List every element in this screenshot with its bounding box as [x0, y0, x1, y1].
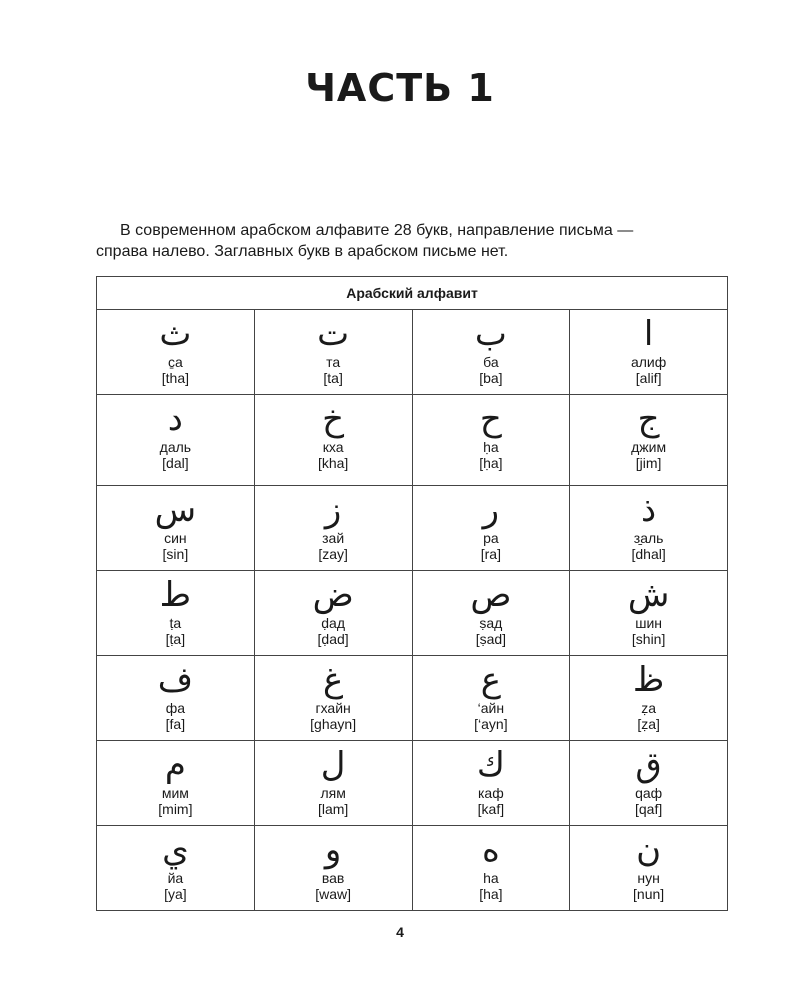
letter-transliteration: [sin] [162, 546, 189, 562]
letter-transliteration: [ḥa] [479, 455, 503, 471]
letter-cell [97, 571, 255, 656]
arabic-letter: ص [470, 575, 512, 615]
letter-name: алиф [630, 354, 667, 370]
page-number: 4 [396, 924, 404, 940]
letter-transliteration: [waw] [315, 886, 352, 902]
letter-cell [412, 486, 570, 571]
letter-name: ḍад [321, 615, 345, 631]
arabic-letter: ت [317, 314, 350, 354]
letter-transliteration: [ya] [164, 886, 187, 902]
letter-cell [254, 656, 412, 741]
table-row [97, 826, 728, 911]
intro-line-2: справа налево. Заглавных букв в арабском письме нет. [96, 243, 509, 260]
table-row [97, 741, 728, 826]
letter-name: ha [483, 870, 499, 886]
letter-transliteration: [lam] [317, 801, 349, 817]
arabic-letter: ع [480, 660, 502, 700]
letter-cell [254, 486, 412, 571]
letter-name: зай [322, 530, 345, 546]
arabic-letter: د [167, 399, 183, 439]
letter-cell [254, 310, 412, 395]
letter-cell [97, 741, 255, 826]
letter-transliteration: [shin] [631, 631, 666, 647]
arabic-letter: ض [312, 575, 354, 615]
arabic-letter: ي [162, 830, 189, 870]
letter-cell [254, 395, 412, 486]
letter-transliteration: [dal] [162, 455, 189, 471]
arabic-letter: ب [474, 314, 507, 354]
letter-name: ба [483, 354, 499, 370]
table-row [97, 571, 728, 656]
letter-cell [570, 395, 728, 486]
arabic-letter: ف [157, 660, 193, 700]
arabic-letter: س [154, 490, 197, 530]
letter-transliteration: [ba] [479, 370, 503, 386]
table-row [97, 486, 728, 571]
letter-transliteration: [qaf] [635, 801, 663, 817]
arabic-letter: ذ [641, 490, 657, 530]
letter-cell [570, 741, 728, 826]
letter-cell [570, 571, 728, 656]
letter-name: фа [165, 700, 186, 716]
letter-cell [570, 826, 728, 911]
arabic-letter: ا [643, 314, 654, 354]
letter-cell [412, 395, 570, 486]
letter-cell [97, 310, 255, 395]
letter-cell [412, 656, 570, 741]
arabic-letter: ن [636, 830, 662, 870]
letter-cell [412, 826, 570, 911]
letter-name: кха [322, 439, 344, 455]
letter-transliteration: [tha] [161, 370, 189, 386]
table-title: Арабский алфавит [97, 277, 728, 310]
letter-name: ṣад [479, 615, 503, 631]
arabic-letter: ق [635, 745, 662, 785]
letter-cell [412, 741, 570, 826]
letter-transliteration: [ṣad] [475, 631, 507, 647]
letter-transliteration: [zay] [318, 546, 348, 562]
letter-name: вав [321, 870, 345, 886]
letter-transliteration: [ḍad] [317, 631, 349, 647]
letter-name: ẓa [641, 700, 657, 716]
letter-cell [97, 486, 255, 571]
letter-name: ра [483, 530, 499, 546]
letter-cell [97, 826, 255, 911]
table-row [97, 310, 728, 395]
arabic-letter: ك [476, 745, 505, 785]
letter-transliteration: [ha] [479, 886, 503, 902]
letter-name: гхайн [315, 700, 351, 716]
letter-transliteration: [ẓa] [637, 716, 660, 732]
letter-transliteration: [ra] [480, 546, 501, 562]
arabic-letter: و [324, 830, 342, 870]
arabic-letter: ج [637, 399, 660, 439]
letter-transliteration: [kha] [317, 455, 349, 471]
letter-transliteration: [nun] [633, 886, 665, 902]
letter-cell [254, 826, 412, 911]
letter-name: син [164, 530, 187, 546]
letter-name: нун [637, 870, 660, 886]
letter-name: йа [167, 870, 184, 886]
arabic-letter: ث [159, 314, 192, 354]
letter-name: c̱a [167, 354, 183, 370]
arabic-letter: ل [320, 745, 346, 785]
arabic-letter: ظ [632, 660, 665, 700]
letter-transliteration: [ṭa] [165, 631, 186, 647]
arabic-letter: م [164, 745, 186, 785]
arabic-letter: غ [322, 660, 344, 700]
letter-cell [412, 571, 570, 656]
arabic-letter: ز [324, 490, 342, 530]
intro-line-1: В современном арабском алфавите 28 букв, направление письма — [120, 222, 634, 239]
letter-transliteration: [mim] [158, 801, 193, 817]
letter-name: qаф [635, 785, 663, 801]
arabic-letter: ر [482, 490, 500, 530]
letter-name: ṭa [169, 615, 182, 631]
letter-cell [254, 571, 412, 656]
letter-cell [570, 656, 728, 741]
letter-cell [570, 310, 728, 395]
letter-name: каф [478, 785, 504, 801]
arabic-letter: ط [159, 575, 192, 615]
arabic-letter: ح [479, 399, 502, 439]
letter-cell [570, 486, 728, 571]
letter-transliteration: [jim] [635, 455, 662, 471]
letter-cell [254, 741, 412, 826]
letter-name: даль [159, 439, 192, 455]
letter-cell [97, 395, 255, 486]
letter-cell [97, 656, 255, 741]
arabic-letter: خ [322, 399, 345, 439]
letter-name: мим [161, 785, 189, 801]
alphabet-table [96, 276, 728, 911]
letter-name: та [326, 354, 341, 370]
letter-name: ‘айн [477, 700, 505, 716]
table-row [97, 656, 728, 741]
letter-name: ḥa [483, 439, 499, 455]
letter-transliteration: [kaf] [477, 801, 505, 817]
intro-paragraph [96, 220, 731, 262]
letter-name: лям [320, 785, 346, 801]
letter-name: джим [631, 439, 667, 455]
arabic-letter: ه [481, 830, 500, 870]
page-heading: ЧАСТЬ 1 [305, 66, 495, 110]
letter-transliteration: [dhal] [631, 546, 666, 562]
letter-name: з̱аль [633, 530, 664, 546]
letter-transliteration: [‘ayn] [474, 716, 508, 732]
letter-transliteration: [ta] [323, 370, 343, 386]
letter-transliteration: [fa] [165, 716, 186, 732]
letter-transliteration: [ghayn] [310, 716, 357, 732]
table-row [97, 395, 728, 486]
letter-cell [412, 310, 570, 395]
letter-name: шин [635, 615, 663, 631]
letter-transliteration: [alif] [635, 370, 662, 386]
arabic-letter: ش [627, 575, 670, 615]
